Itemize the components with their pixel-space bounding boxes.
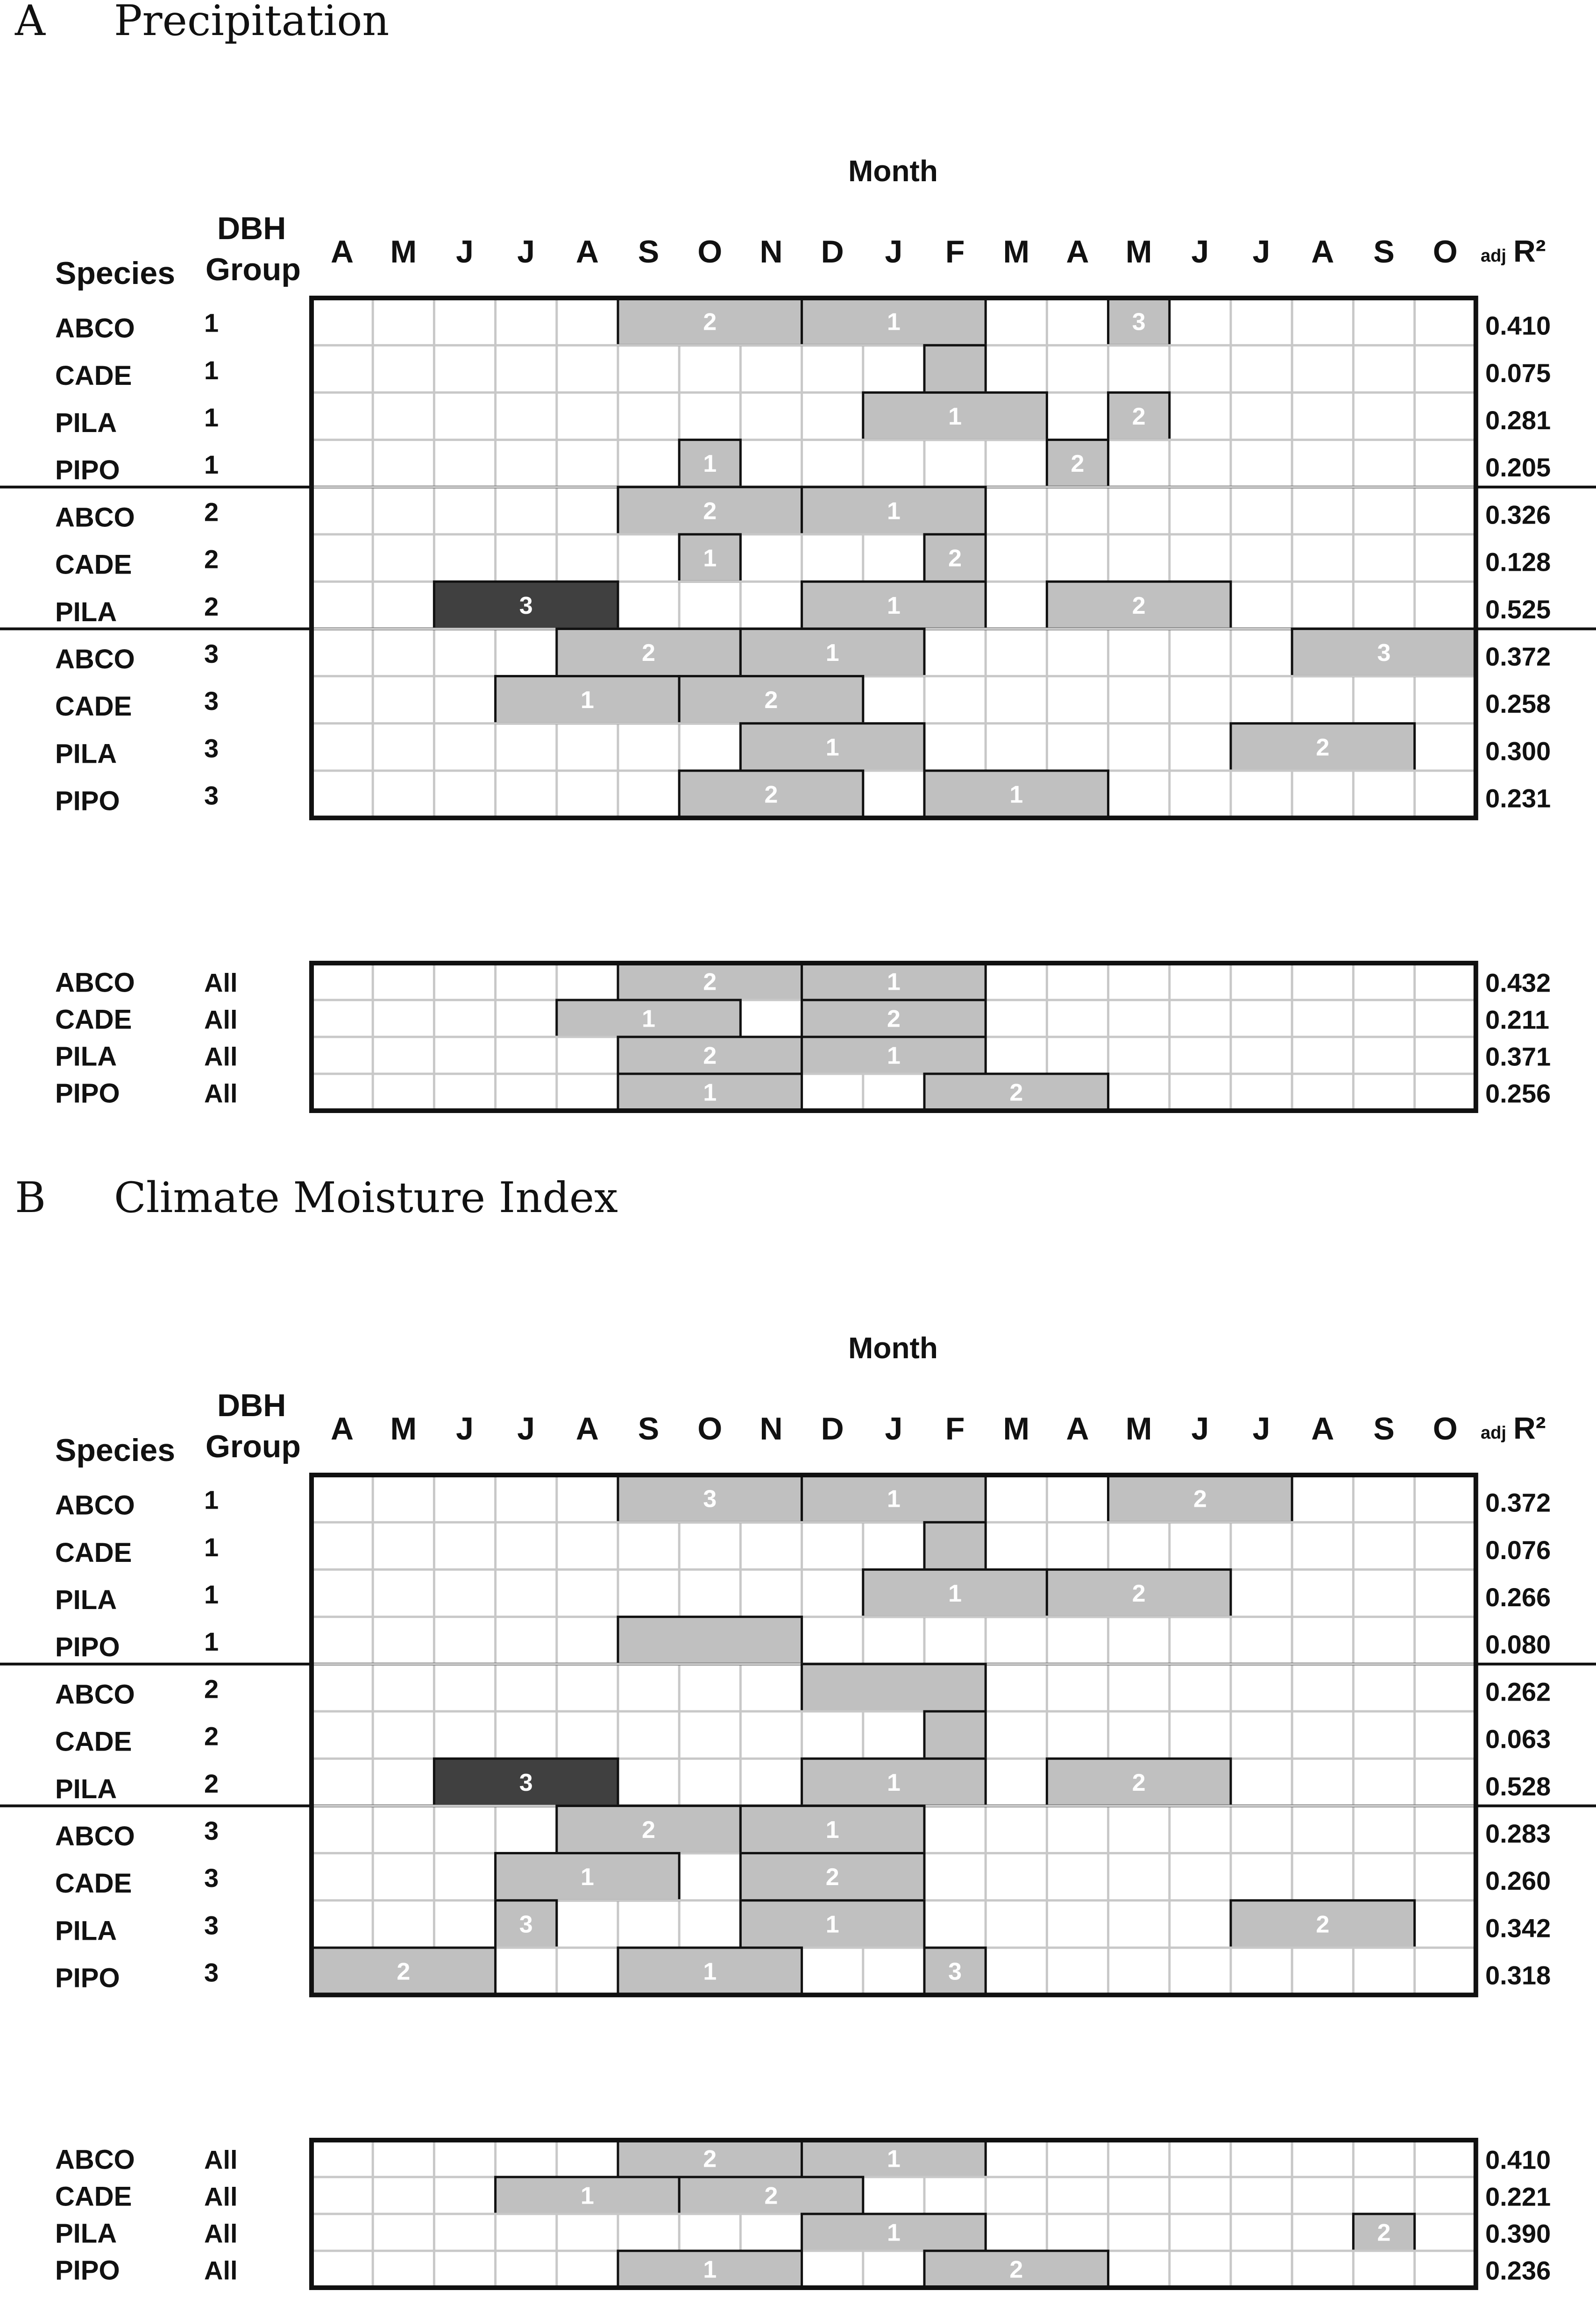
adj-r2-value: 0.076: [1485, 1535, 1551, 1565]
block-label: 2: [1071, 450, 1085, 478]
species-label: PILA: [55, 408, 117, 438]
species-label: PIPO: [55, 1963, 120, 1993]
month-label: S: [638, 1411, 660, 1447]
month-label: J: [885, 1411, 903, 1447]
block-label: 3: [703, 1485, 717, 1513]
adj-r2-value: 0.372: [1485, 642, 1551, 671]
species-label: CADE: [55, 1004, 132, 1035]
block-label: 2: [703, 968, 717, 996]
block-label: 2: [703, 1042, 717, 1070]
panel-b-name: Climate Moisture Index: [114, 1173, 618, 1222]
month-label: O: [1433, 1411, 1458, 1447]
adj-r2-value: 0.372: [1485, 1488, 1551, 1518]
block-label: 1: [887, 1485, 901, 1513]
dbh-group-label: 1: [204, 1485, 219, 1515]
species-header: Species: [55, 255, 176, 291]
adj-r2-value: 0.128: [1485, 547, 1551, 577]
block-label: 1: [825, 734, 839, 761]
adj-r2-value: 0.432: [1485, 968, 1551, 998]
block-label: 2: [825, 1864, 839, 1891]
block-label: 2: [1132, 403, 1146, 430]
adj-r2-value: 0.342: [1485, 1913, 1551, 1943]
panel-a-diagram: [0, 0, 1596, 1154]
block-label: 1: [887, 1769, 901, 1796]
group-header: Group: [206, 252, 301, 287]
block-label: 2: [642, 1816, 656, 1844]
adj-r2-value: 0.300: [1485, 736, 1551, 766]
month-label: A: [331, 234, 354, 269]
species-label: PILA: [55, 1041, 117, 1072]
dbh-header: DBH: [217, 1388, 286, 1423]
dbh-group-label: 3: [204, 780, 219, 810]
block-label: 1: [703, 2256, 717, 2284]
block-label: 1: [703, 1079, 717, 1106]
block-label: 2: [948, 545, 962, 572]
month-label: J: [1252, 1411, 1270, 1447]
dbh-group-label: 3: [204, 1863, 219, 1893]
dbh-group-label: 3: [204, 733, 219, 763]
month-label: M: [1003, 1411, 1030, 1447]
block-label: 3: [519, 1911, 533, 1938]
block-label: 1: [580, 2182, 594, 2210]
block-label: 3: [1377, 639, 1391, 667]
month-label: S: [1373, 1411, 1395, 1447]
species-label: PILA: [55, 1585, 117, 1615]
adj-r2-value: 0.326: [1485, 500, 1551, 530]
panel-a-letter: A: [15, 0, 45, 45]
month-label: A: [1066, 234, 1089, 269]
month-label: M: [1125, 234, 1152, 269]
adj-r2-value: 0.528: [1485, 1771, 1551, 1801]
response-block: [924, 1522, 986, 1569]
block-label: 1: [1009, 781, 1023, 808]
adj-r2-value: 0.281: [1485, 405, 1551, 435]
panel-b-diagram: [0, 1177, 1596, 2319]
dbh-group-label: 2: [204, 1674, 219, 1704]
adj-r2-value: 0.410: [1485, 311, 1551, 340]
species-label: ABCO: [55, 1490, 135, 1521]
species-label: ABCO: [55, 502, 135, 533]
block-label: 2: [397, 1958, 411, 1986]
month-label: J: [456, 234, 474, 269]
adj-r2-value: 0.283: [1485, 1819, 1551, 1848]
block-label: 1: [887, 2219, 901, 2247]
adj-r2-value: 0.221: [1485, 2182, 1551, 2212]
month-label: A: [1066, 1411, 1089, 1447]
dbh-group-label: All: [204, 2145, 238, 2175]
dbh-group-label: 1: [204, 1627, 219, 1657]
block-label: 2: [1132, 1580, 1146, 1607]
block-label: 1: [703, 545, 717, 572]
species-label: PIPO: [55, 455, 120, 486]
dbh-group-label: 1: [204, 308, 219, 338]
adj-r2-value: 0.080: [1485, 1630, 1551, 1659]
block-label: 2: [1377, 2219, 1391, 2247]
dbh-group-label: 2: [204, 1768, 219, 1798]
species-label: CADE: [55, 1537, 132, 1568]
block-label: 2: [764, 2182, 778, 2210]
species-label: CADE: [55, 691, 132, 722]
dbh-group-label: All: [204, 2255, 238, 2285]
block-label: 2: [1009, 2256, 1023, 2284]
species-label: ABCO: [55, 644, 135, 674]
month-label: J: [517, 234, 535, 269]
month-label: F: [945, 234, 965, 269]
adj-r2-value: 0.318: [1485, 1960, 1551, 1990]
block-label: 1: [887, 968, 901, 996]
adj-r2-value: 0.266: [1485, 1582, 1551, 1612]
block-label: 2: [703, 2145, 717, 2173]
block-label: 2: [1132, 1769, 1146, 1796]
block-label: 3: [519, 592, 533, 619]
adj-r2-value: 0.390: [1485, 2219, 1551, 2248]
adj-r2-value: 0.260: [1485, 1866, 1551, 1896]
block-label: 1: [887, 497, 901, 525]
adj-r2-value: 0.410: [1485, 2145, 1551, 2175]
block-label: 3: [948, 1958, 962, 1986]
month-label: J: [1191, 1411, 1209, 1447]
species-label: CADE: [55, 2181, 132, 2212]
species-label: PILA: [55, 738, 117, 769]
dbh-group-label: 1: [204, 403, 219, 432]
month-label: J: [517, 1411, 535, 1447]
adj-r2-prefix: adj: [1481, 246, 1506, 266]
block-label: 1: [703, 450, 717, 478]
block-label: 2: [1193, 1485, 1207, 1513]
species-label: PILA: [55, 1773, 117, 1804]
adj-r2-value: 0.063: [1485, 1724, 1551, 1754]
species-label: ABCO: [55, 1679, 135, 1710]
dbh-group-label: 3: [204, 639, 219, 668]
month-label: M: [1125, 1411, 1152, 1447]
block-label: 2: [1316, 734, 1330, 761]
dbh-group-label: 2: [204, 544, 219, 574]
block-label: 1: [703, 1958, 717, 1986]
adj-r2-value: 0.258: [1485, 689, 1551, 719]
month-label: J: [885, 234, 903, 269]
response-block: [802, 1664, 986, 1711]
group-header: Group: [206, 1429, 301, 1464]
adj-r2-value: 0.525: [1485, 594, 1551, 624]
response-block: [618, 1617, 802, 1664]
month-label: O: [1433, 234, 1458, 269]
block-label: 1: [825, 1911, 839, 1938]
dbh-group-label: 2: [204, 497, 219, 527]
block-label: 3: [1132, 308, 1146, 336]
species-label: PIPO: [55, 1078, 120, 1109]
block-label: 3: [519, 1769, 533, 1796]
block-label: 1: [580, 687, 594, 714]
dbh-group-label: All: [204, 1042, 238, 1071]
month-label: O: [697, 234, 723, 269]
dbh-group-label: All: [204, 1078, 238, 1108]
species-label: ABCO: [55, 1821, 135, 1851]
adj-r2-value: 0.231: [1485, 783, 1551, 813]
month-label: J: [1191, 234, 1209, 269]
dbh-group-label: 1: [204, 450, 219, 480]
block-label: 1: [887, 308, 901, 336]
block-label: 1: [948, 403, 962, 430]
block-label: 1: [887, 592, 901, 619]
dbh-group-label: 1: [204, 355, 219, 385]
month-label: S: [1373, 234, 1395, 269]
species-label: PIPO: [55, 1632, 120, 1663]
block-label: 2: [764, 781, 778, 808]
dbh-group-label: 3: [204, 1816, 219, 1845]
dbh-group-label: 2: [204, 591, 219, 621]
month-label: J: [1252, 234, 1270, 269]
block-label: 2: [1132, 592, 1146, 619]
block-label: 1: [580, 1864, 594, 1891]
species-label: PIPO: [55, 786, 120, 816]
adj-r2-value: 0.371: [1485, 1042, 1551, 1071]
species-label: CADE: [55, 1868, 132, 1899]
block-label: 1: [825, 639, 839, 667]
month-axis-title: Month: [848, 1331, 938, 1365]
block-label: 2: [703, 497, 717, 525]
month-label: D: [821, 234, 844, 269]
dbh-group-label: 3: [204, 1957, 219, 1987]
month-axis-title: Month: [848, 154, 938, 188]
adj-r2-header: R²: [1513, 234, 1546, 268]
month-label: A: [575, 1411, 599, 1447]
month-label: A: [1311, 1411, 1334, 1447]
adj-r2-value: 0.256: [1485, 1078, 1551, 1108]
dbh-group-label: All: [204, 968, 238, 998]
dbh-group-label: All: [204, 1005, 238, 1035]
month-label: O: [697, 1411, 723, 1447]
species-label: ABCO: [55, 313, 135, 344]
dbh-group-label: All: [204, 2182, 238, 2212]
month-label: A: [331, 1411, 354, 1447]
block-label: 2: [642, 639, 656, 667]
block-label: 2: [887, 1005, 901, 1033]
species-label: PIPO: [55, 2255, 120, 2286]
species-label: CADE: [55, 1726, 132, 1757]
species-label: ABCO: [55, 967, 135, 998]
species-label: PILA: [55, 2218, 117, 2249]
month-label: J: [456, 1411, 474, 1447]
response-block: [924, 345, 986, 392]
dbh-group-label: All: [204, 2219, 238, 2248]
adj-r2-header: R²: [1513, 1411, 1546, 1445]
block-label: 2: [1009, 1079, 1023, 1106]
species-label: PILA: [55, 1915, 117, 1946]
block-label: 1: [948, 1580, 962, 1607]
month-label: A: [1311, 234, 1334, 269]
dbh-group-label: 3: [204, 1910, 219, 1940]
block-label: 1: [887, 2145, 901, 2173]
dbh-group-label: 1: [204, 1580, 219, 1609]
block-label: 1: [642, 1005, 656, 1033]
adj-r2-value: 0.236: [1485, 2255, 1551, 2285]
month-label: D: [821, 1411, 844, 1447]
dbh-group-label: 1: [204, 1532, 219, 1562]
block-label: 1: [887, 1042, 901, 1070]
panel-b-letter: B: [15, 1173, 46, 1222]
dbh-header: DBH: [217, 211, 286, 246]
adj-r2-value: 0.205: [1485, 453, 1551, 482]
month-label: N: [759, 1411, 783, 1447]
month-label: M: [1003, 234, 1030, 269]
month-label: M: [390, 1411, 417, 1447]
species-label: ABCO: [55, 2144, 135, 2175]
month-label: A: [575, 234, 599, 269]
block-label: 2: [703, 308, 717, 336]
adj-r2-prefix: adj: [1481, 1423, 1506, 1443]
species-label: PILA: [55, 596, 117, 627]
species-header: Species: [55, 1433, 176, 1468]
panel-a-name: Precipitation: [114, 0, 390, 45]
species-label: CADE: [55, 360, 132, 391]
block-label: 2: [764, 687, 778, 714]
dbh-group-label: 2: [204, 1721, 219, 1751]
block-label: 1: [825, 1816, 839, 1844]
adj-r2-value: 0.211: [1485, 1005, 1550, 1035]
block-label: 2: [1316, 1911, 1330, 1938]
response-block: [924, 1711, 986, 1759]
month-label: N: [759, 234, 783, 269]
month-label: S: [638, 234, 660, 269]
adj-r2-value: 0.262: [1485, 1677, 1551, 1707]
month-label: M: [390, 234, 417, 269]
dbh-group-label: 3: [204, 686, 219, 716]
species-label: CADE: [55, 549, 132, 580]
adj-r2-value: 0.075: [1485, 358, 1551, 388]
month-label: F: [945, 1411, 965, 1447]
